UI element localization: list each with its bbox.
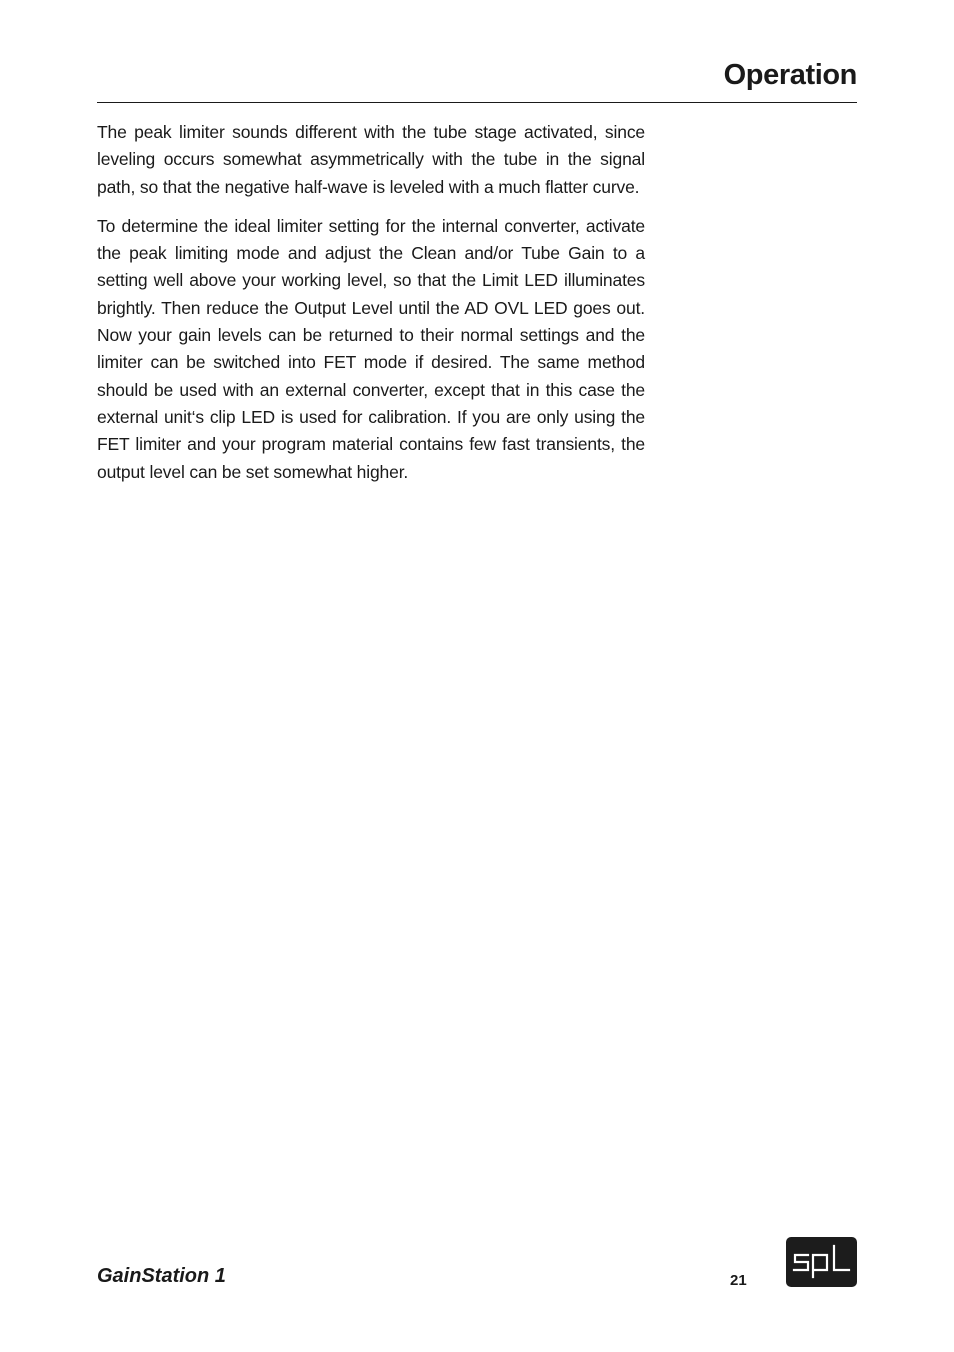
page-number: 21 bbox=[730, 1272, 747, 1289]
paragraph-1: The peak limiter sounds different with the tube stage activated, since leveling occurs somewhat asymmetrically with the tube in the signal path, so that the negative half-wave is leveled with a much flatter curve. bbox=[97, 122, 645, 197]
paragraph-2: To determine the ideal limiter setting for the internal converter, activate the peak limiting mode and adjust the Clean and/or Tube Gain to a setting well above your working level, so that the Limit LED illuminates brightly. Then reduce the Output Level until the AD OVL LED goes out. Now your gain levels can be returned to their normal settings and the limiter can be switched into FET mode if desired. The same method should be used with an external converter, except that in this case the external unit‘s clip LED is used for calibration. If you are only using the FET limiter and your program material contains few fast transients, the output level can be set somewhat higher. bbox=[97, 215, 645, 482]
body-text bbox=[97, 119, 645, 498]
spl-logo-icon bbox=[786, 1237, 857, 1287]
section-title: Operation bbox=[723, 59, 857, 91]
page-header bbox=[97, 56, 857, 103]
footer-product-name: GainStation 1 bbox=[97, 1265, 226, 1287]
